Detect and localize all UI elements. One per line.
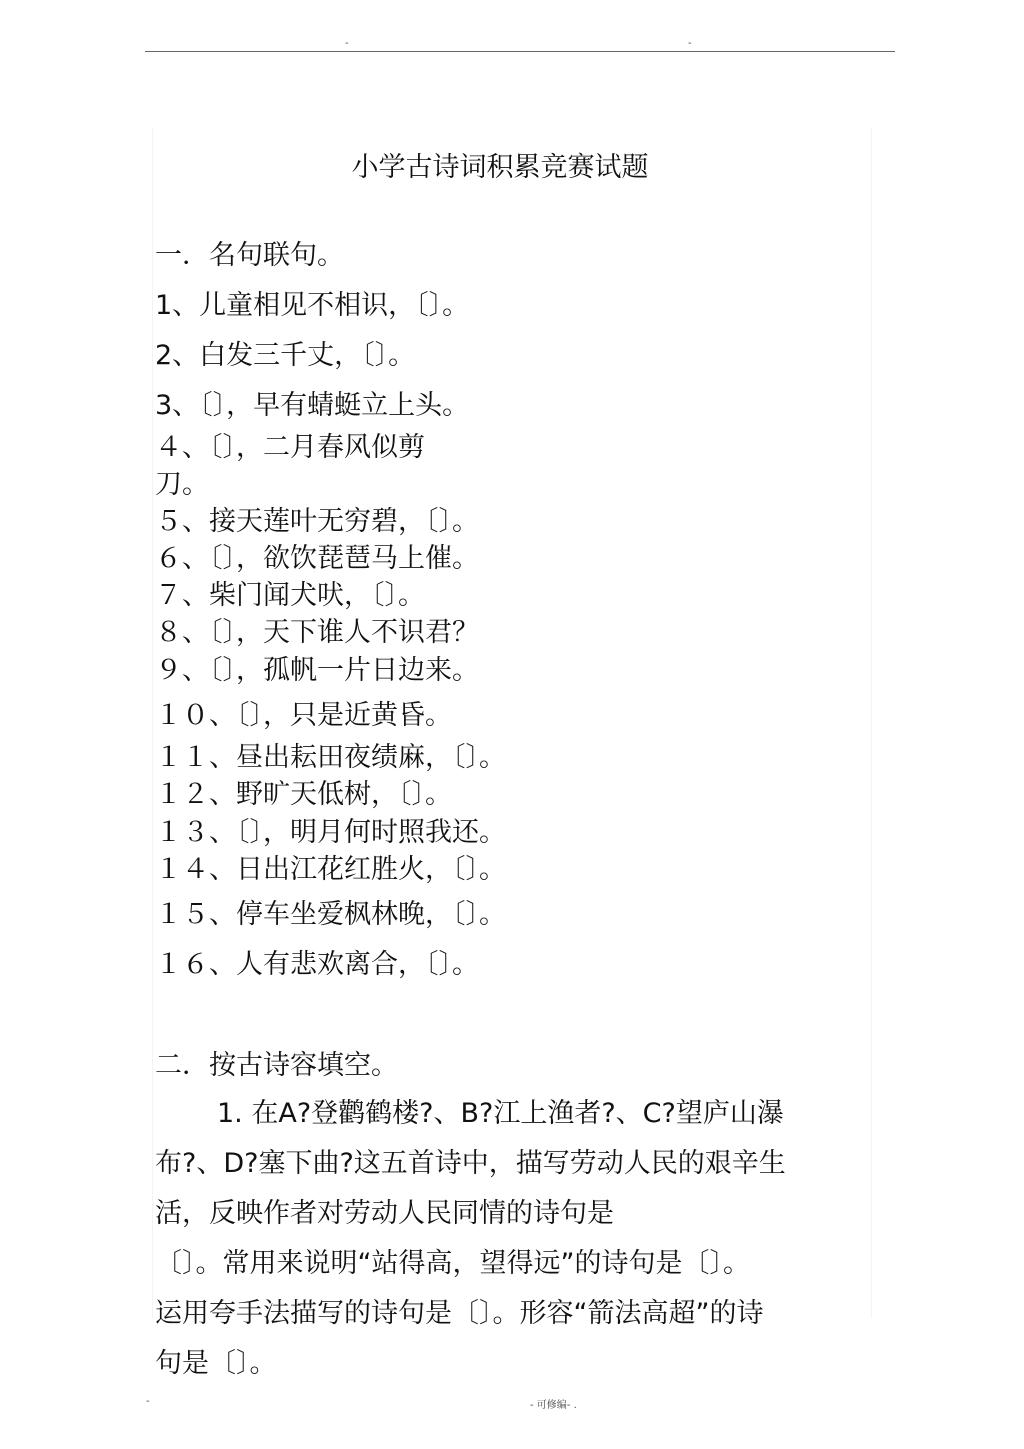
question-item: １２、野旷天低树，〔〕。 <box>155 779 452 810</box>
question-item: １３、〔〕，明月何时照我还。 <box>155 817 506 848</box>
section-heading-1: 一．名句联句。 <box>155 240 344 271</box>
paragraph-line: 1. 在A?登鹳鹤楼?、B?江上渔者?、C?望庐山瀑 <box>217 1098 784 1129</box>
question-item: １０、〔〕，只是近黄昏。 <box>155 700 452 731</box>
question-item: 1、儿童相见不相识，〔〕。 <box>155 290 470 321</box>
header-tick-left: - <box>345 38 349 49</box>
section-heading-2: 二．按古诗容填空。 <box>155 1050 398 1081</box>
footer-label: - 可修编- . <box>530 1400 577 1411</box>
question-item: 3、〔〕，早有蜻蜓立上头。 <box>155 390 470 421</box>
question-item-continuation: 刀。 <box>155 469 209 500</box>
paragraph-line: 〔〕。常用来说明“站得高，望得远”的诗句是〔〕。 <box>155 1248 750 1279</box>
question-item: ４、〔〕，二月春风似剪 <box>155 432 425 463</box>
question-item: 2、白发三千丈，〔〕。 <box>155 340 416 371</box>
paragraph-line: 活，反映作者对劳动人民同情的诗句是 <box>155 1198 614 1229</box>
header-tick-right: - <box>688 38 692 49</box>
paragraph-line: 句是〔〕。 <box>155 1348 277 1379</box>
question-item: １４、日出江花红胜火，〔〕。 <box>155 854 506 885</box>
question-item: ８、〔〕，天下谁人不识君？ <box>155 617 479 648</box>
paragraph-line: 运用夸手法描写的诗句是〔〕。形容“箭法高超”的诗 <box>155 1298 764 1329</box>
header-rule <box>145 51 895 52</box>
document-title: 小学古诗词积累竞赛试题 <box>351 152 649 183</box>
question-item: １１、昼出耘田夜绩麻，〔〕。 <box>155 742 506 773</box>
question-item: ９、〔〕，孤帆一片日边来。 <box>155 655 479 686</box>
question-item: １５、停车坐爱枫林晚，〔〕。 <box>155 899 506 930</box>
footer-tick: - <box>146 1396 150 1407</box>
question-item: １６、人有悲欢离合，〔〕。 <box>155 949 479 980</box>
question-item: ５、接天莲叶无穷碧，〔〕。 <box>155 506 479 537</box>
paragraph-line: 布?、D?塞下曲?这五首诗中，描写劳动人民的艰辛生 <box>155 1148 786 1179</box>
question-item: ７、柴门闻犬吠，〔〕。 <box>155 580 425 611</box>
question-item: ６、〔〕，欲饮琵琶马上催。 <box>155 543 479 574</box>
